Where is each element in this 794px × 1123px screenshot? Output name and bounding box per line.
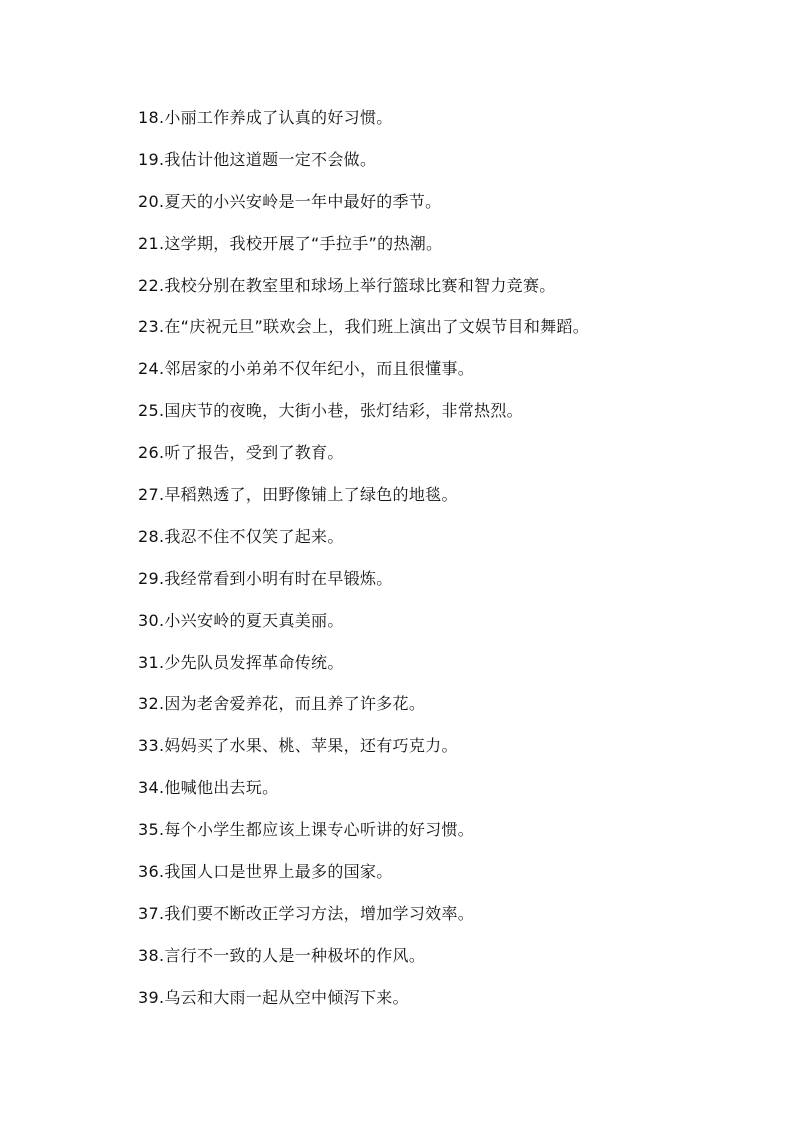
item-number: 22. [138, 275, 165, 295]
item-number: 32. [138, 694, 165, 714]
item-number: 33. [138, 736, 165, 756]
item-text: 言行不一致的人是一种极坏的作风。 [164, 945, 426, 965]
sentence-item [138, 690, 738, 732]
sentence-item [138, 649, 738, 691]
item-number: 24. [138, 359, 165, 379]
item-text: 邻居家的小弟弟不仅年纪小，而且很懂事。 [164, 359, 475, 379]
sentence-item [138, 230, 738, 272]
item-number: 25. [138, 401, 165, 421]
sentence-item [138, 481, 738, 523]
item-text: 我估计他这道题一定不会做。 [164, 149, 377, 169]
item-text: 妈妈买了水果、桃、苹果，还有巧克力。 [164, 736, 458, 756]
sentence-item [138, 188, 738, 230]
item-number: 27. [138, 485, 165, 505]
item-text: 乌云和大雨一起从空中倾泻下来。 [164, 987, 409, 1007]
item-number: 38. [138, 945, 165, 965]
sentence-item [138, 523, 738, 565]
sentence-item [138, 774, 738, 816]
item-text: 小兴安岭的夏天真美丽。 [164, 610, 344, 630]
sentence-item [138, 272, 738, 314]
item-number: 18. [138, 108, 165, 127]
item-text: 我们要不断改正学习方法，增加学习效率。 [164, 903, 475, 923]
sentence-item [138, 313, 738, 355]
item-number: 19. [138, 149, 165, 169]
sentence-item [138, 900, 738, 942]
item-text: 我经常看到小明有时在早锻炼。 [164, 568, 393, 588]
item-text: 我忍不住不仅笑了起来。 [164, 526, 344, 546]
sentence-item [138, 146, 738, 188]
item-text: 听了报告，受到了教育。 [164, 443, 344, 463]
sentence-item [138, 439, 738, 481]
item-text: 我国人口是世界上最多的国家。 [164, 862, 393, 882]
item-text: 夏天的小兴安岭是一年中最好的季节。 [164, 191, 442, 211]
item-text: 早稻熟透了，田野像铺上了绿色的地毯。 [164, 485, 458, 505]
sentence-item [138, 816, 738, 858]
item-text: 这学期，我校开展了“手拉手”的热潮。 [164, 233, 443, 253]
item-text: 国庆节的夜晚，大街小巷，张灯结彩，非常热烈。 [164, 401, 523, 421]
item-number: 39. [138, 987, 165, 1007]
item-number: 34. [138, 778, 165, 798]
sentence-item [138, 732, 738, 774]
item-text: 少先队员发挥革命传统。 [164, 652, 344, 672]
item-number: 28. [138, 526, 165, 546]
sentence-item [138, 104, 738, 146]
item-text: 因为老舍爱养花，而且养了许多花。 [164, 694, 426, 714]
item-text: 每个小学生都应该上课专心听讲的好习惯。 [164, 820, 475, 840]
item-number: 29. [138, 568, 165, 588]
item-number: 23. [138, 317, 165, 337]
sentence-item [138, 858, 738, 900]
item-number: 37. [138, 903, 165, 923]
item-number: 35. [138, 820, 165, 840]
sentence-item [138, 397, 738, 439]
sentence-item [138, 607, 738, 649]
sentence-list [138, 104, 738, 1026]
sentence-item [138, 984, 738, 1026]
item-text: 小丽工作养成了认真的好习惯。 [164, 108, 393, 127]
sentence-item [138, 565, 738, 607]
item-text: 我校分别在教室里和球场上举行篮球比赛和智力竞赛。 [164, 275, 556, 295]
item-number: 36. [138, 862, 165, 882]
item-number: 30. [138, 610, 165, 630]
item-number: 21. [138, 233, 165, 253]
item-text: 他喊他出去玩。 [164, 778, 279, 798]
item-number: 26. [138, 443, 165, 463]
sentence-item [138, 942, 738, 984]
item-number: 31. [138, 652, 165, 672]
item-number: 20. [138, 191, 165, 211]
item-text: 在“庆祝元旦”联欢会上，我们班上演出了文娱节目和舞蹈。 [164, 317, 590, 337]
sentence-item [138, 355, 738, 397]
